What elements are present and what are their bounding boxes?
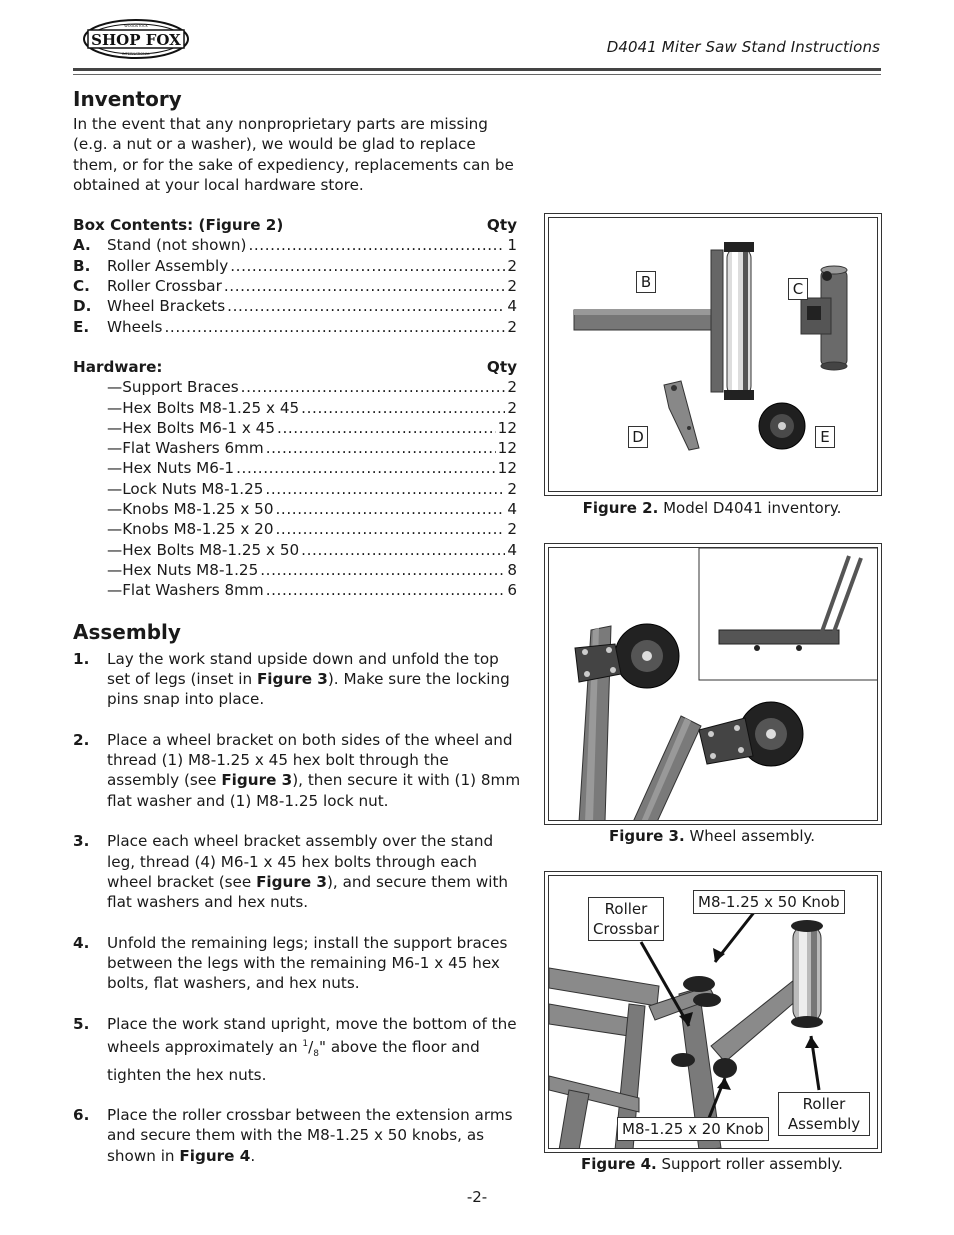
box-item-name: Roller Crossbar (107, 277, 222, 296)
figure-reference: Figure 3 (221, 771, 293, 790)
svg-text:SHOP FOX: SHOP FOX (91, 31, 181, 49)
inventory-parts-illustration (549, 218, 878, 492)
callout-roller-assembly (778, 1092, 870, 1136)
assembly-step (73, 730, 523, 811)
step-text-part: Place a wheel bracket on both sides of the wheel and thread (1) M8-1.25 x 45 hex bolt through the assembly (see (107, 730, 513, 790)
hardware-item-qty: 4 (507, 500, 517, 519)
step-text-part: ), then secure it with (1) 8mm flat washer and (1) M8-1.25 lock nut. (107, 771, 521, 810)
figure-2-image (548, 217, 878, 492)
box-item-qty: 2 (507, 277, 517, 296)
em-dash: — (107, 560, 123, 579)
box-item-qty: 2 (507, 317, 517, 336)
callout-roller-crossbar-line1: Roller (604, 900, 648, 918)
step-text-part: ). Make sure the locking pins snap into place. (107, 669, 510, 709)
leader-dots (266, 438, 496, 458)
box-item-letter: A. (73, 236, 91, 255)
assembly-step (73, 1014, 523, 1085)
em-dash: — (107, 459, 123, 478)
figure-2-caption-text: Model D4041 inventory. (658, 499, 842, 517)
em-dash: — (107, 418, 123, 437)
hardware-item-row (73, 377, 517, 397)
figure-4-label: Figure 4. (581, 1155, 657, 1173)
hardware-item-name: Lock Nuts M8-1.25 (122, 479, 264, 498)
figure-2-label-b: B (636, 271, 656, 293)
em-dash: — (107, 540, 123, 559)
hardware-item-name: Hex Bolts M6-1 x 45 (122, 418, 276, 437)
step-number: 4. (73, 933, 90, 952)
hardware-item-qty: 2 (507, 398, 517, 417)
hardware-label: Hardware: (73, 357, 163, 376)
hardware-item-name: Hex Bolts M8-1.25 x 50 (122, 540, 300, 559)
hardware-item-row (73, 580, 517, 600)
inventory-intro: In the event that any nonproprietary parts are missing (e.g. a nut or a washer), we would be glad to replace them, or for the sake of expediency, replacements can be obtained at your local hardware store. (73, 115, 514, 194)
header-rule-thin (73, 74, 881, 75)
box-item-qty: 4 (507, 297, 517, 316)
step-text-part: . (250, 1146, 256, 1165)
figure-2-label-e: E (815, 426, 835, 448)
figure-2-label: Figure 2. (582, 499, 659, 517)
box-item-name: Wheel Brackets (107, 297, 226, 316)
inventory-heading: Inventory (73, 87, 182, 111)
leader-dots (224, 276, 505, 296)
hardware-header (73, 357, 517, 377)
leader-dots (241, 377, 505, 397)
hardware-item-row (73, 499, 517, 519)
figure-2-label-d: D (628, 426, 648, 448)
leader-dots (301, 540, 505, 560)
leader-dots (301, 398, 505, 418)
header-rule-thick (73, 68, 881, 71)
hardware-item-qty: 4 (507, 540, 517, 559)
step-text (107, 730, 523, 811)
figure-reference: Figure 4 (179, 1146, 251, 1165)
hardware-item-row (73, 418, 517, 438)
step-number: 1. (73, 649, 90, 668)
hardware-item-qty: 12 (497, 439, 517, 458)
figure-reference: Figure 3 (256, 669, 328, 688)
em-dash: — (107, 520, 123, 539)
hardware-item-qty: 2 (507, 378, 517, 397)
fraction-slash: / (308, 1038, 314, 1057)
svg-text:INTERNATIONAL: INTERNATIONAL (121, 52, 151, 56)
assembly-steps (73, 649, 523, 1167)
em-dash: — (107, 479, 123, 498)
figure-4-caption-text: Support roller assembly. (656, 1155, 843, 1173)
box-contents-label: Box Contents: (Figure 2) (73, 216, 284, 235)
hardware-item-row (73, 438, 517, 458)
shop-fox-logo (82, 18, 190, 60)
step-text-part: Unfold the remaining legs; install the support braces between the legs with the remaining M6-1 x 45 hex bolts, flat washers, and hex nuts. (107, 933, 508, 993)
hardware-item-qty: 12 (497, 459, 517, 478)
step-text (107, 831, 523, 912)
hardware-item-row (73, 479, 517, 499)
box-item-row (73, 317, 517, 337)
em-dash: — (107, 500, 123, 519)
assembly-step (73, 649, 523, 710)
callout-roller-assembly-line1: Roller (802, 1095, 846, 1113)
hardware-item-qty: 2 (507, 520, 517, 539)
hardware-item-name: Flat Washers 8mm (122, 581, 264, 600)
step-text-part: " above the floor and tighten the hex nuts. (107, 1038, 480, 1084)
step-text-part: Lay the work stand upside down and unfold the top set of legs (inset in (107, 649, 499, 688)
box-item-letter: B. (73, 256, 91, 275)
hardware-item-name: Hex Nuts M8-1.25 (122, 560, 259, 579)
box-item-qty: 2 (507, 256, 517, 275)
callout-roller-crossbar (588, 897, 664, 941)
box-item-name: Stand (not shown) (107, 236, 247, 255)
figure-3 (544, 543, 882, 825)
assembly-step (73, 831, 523, 912)
box-contents-list (73, 235, 523, 336)
hardware-item-qty: 12 (497, 418, 517, 437)
em-dash: — (107, 398, 123, 417)
fraction-denominator: 8 (313, 1049, 320, 1060)
box-item-row (73, 256, 517, 276)
leader-dots (164, 317, 505, 337)
box-item-letter: D. (73, 297, 92, 316)
em-dash: — (107, 581, 123, 600)
hardware-list (73, 377, 523, 600)
box-item-name: Wheels (107, 317, 163, 336)
hardware-item-name: Knobs M8-1.25 x 50 (122, 500, 274, 519)
step-text (107, 1105, 523, 1166)
box-item-row (73, 276, 517, 296)
box-item-row (73, 235, 517, 255)
hardware-item-row (73, 560, 517, 580)
step-text (107, 933, 523, 994)
callout-roller-assembly-line2: Assembly (787, 1115, 861, 1133)
figure-reference: Figure 3 (256, 872, 327, 891)
leader-dots (275, 499, 505, 519)
figure-3-caption-text: Wheel assembly. (684, 827, 816, 845)
assembly-heading: Assembly (73, 619, 181, 644)
leader-dots (266, 580, 505, 600)
figure-3-image (548, 547, 878, 821)
step-text (107, 1014, 523, 1085)
hardware-item-row (73, 540, 517, 560)
figure-2 (544, 213, 882, 496)
leader-dots (265, 479, 505, 499)
step-text-part: Place each wheel bracket assembly over the stand leg, thread (4) M6-1 x 45 hex bolts through each wheel bracket (see (107, 832, 494, 891)
hardware-item-name: Support Braces (122, 378, 239, 397)
figure-4-caption (544, 1155, 880, 1173)
step-number: 5. (73, 1014, 90, 1033)
step-text-part: ), and secure them with flat washers and hex nuts. (107, 872, 509, 912)
assembly-step (73, 933, 523, 994)
step-text (107, 649, 523, 710)
hardware-item-name: Hex Bolts M8-1.25 x 45 (122, 398, 300, 417)
qty-label: Qty (486, 357, 517, 376)
leader-dots (275, 519, 505, 539)
hardware-item-qty: 6 (507, 581, 517, 600)
document-title: D4041 Miter Saw Stand Instructions (606, 38, 880, 56)
left-column (73, 86, 523, 1186)
wheel-assembly-illustration (549, 548, 878, 821)
em-dash: — (107, 439, 123, 458)
qty-label: Qty (486, 216, 517, 235)
figure-2-caption (544, 499, 880, 517)
step-number: 2. (73, 730, 90, 749)
hardware-item-name: Hex Nuts M6-1 (122, 459, 235, 478)
svg-text:WOODSTOCK: WOODSTOCK (124, 24, 148, 28)
leader-dots (248, 235, 505, 255)
hardware-item-qty: 2 (507, 479, 517, 498)
hardware-item-name: Flat Washers 6mm (122, 439, 264, 458)
figure-2-label-c: C (788, 278, 808, 300)
figure-4 (544, 871, 882, 1153)
box-item-qty: 1 (507, 236, 517, 255)
box-item-row (73, 296, 517, 316)
assembly-step (73, 1105, 523, 1166)
hardware-item-row (73, 398, 517, 418)
leader-dots (227, 296, 505, 316)
box-item-letter: C. (73, 277, 90, 296)
em-dash: — (107, 378, 123, 397)
box-contents-header (73, 215, 517, 235)
leader-dots (236, 458, 496, 478)
callout-knob-20: M8-1.25 x 20 Knob (617, 1117, 769, 1141)
step-number: 6. (73, 1106, 90, 1125)
fraction-numerator: 1 (302, 1039, 309, 1050)
hardware-item-qty: 8 (507, 560, 517, 579)
page-number: -2- (466, 1188, 488, 1206)
leader-dots (277, 418, 496, 438)
figure-3-label: Figure 3. (608, 827, 685, 845)
step-number: 3. (73, 832, 90, 851)
box-item-letter: E. (73, 317, 90, 336)
figure-3-caption (544, 827, 880, 845)
leader-dots (230, 256, 505, 276)
box-item-name: Roller Assembly (107, 256, 229, 275)
hardware-item-row (73, 458, 517, 478)
step-text-part: Place the roller crossbar between the extension arms and secure them with the M8-1.25 x 50 knobs, as shown in (107, 1106, 513, 1165)
callout-knob-50: M8-1.25 x 50 Knob (693, 890, 845, 914)
hardware-item-name: Knobs M8-1.25 x 20 (122, 520, 274, 539)
leader-dots (260, 560, 505, 580)
hardware-item-row (73, 519, 517, 539)
step-text-part: Place the work stand upright, move the bottom of the wheels approximately an (107, 1014, 517, 1057)
callout-roller-crossbar-line2: Crossbar (593, 920, 659, 938)
